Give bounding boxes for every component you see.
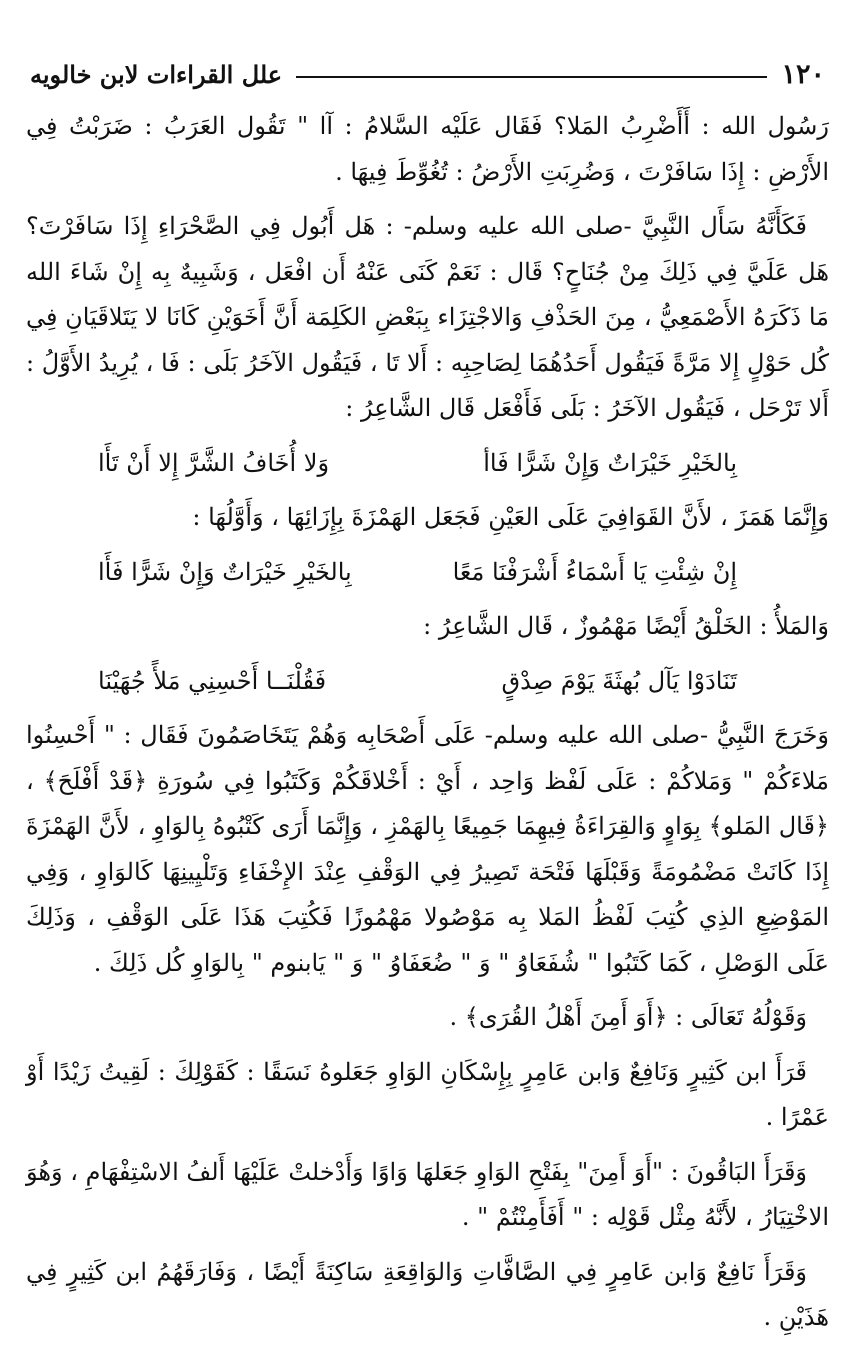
paragraph: وَقَرَأَ البَاقُونَ : "أَوَ أَمِنَ" بِفَتْحِ الوَاوِ جَعَلهَا وَاوًا وَأَدْخلتْ عَلَيْهَا أَلفُ الاسْتِفْهَامِ ، وَهُوَ الاخْتِيَارُ ، لأَنَّهُ مِثْل قَوْلِه : " أَفَأَمِنْتُمْ " . <box>26 1157 829 1231</box>
paragraph: رَسُول الله : أَأَضْرِبُ المَلا؟ فَقَال عَلَيْه السَّلامُ : آا " تَقُول العَرَبُ : ضَرَبْتُ فِي الأَرْضِ : إِذَا سَافَرْتَ ، وَضُرِبَتِ الأَرْضُ : تُغُوِّطَ فِيهَا . <box>26 112 829 186</box>
verse-second-hemistich: فَقُلْنَــا أَحْسِنِي مَلأً جُهَيْنَا <box>98 666 327 695</box>
paragraph: قَرَأَ ابن كَثِيرٍ وَنَافِعٌ وَابن عَامِرٍ بِإِسْكَانِ الوَاوِ جَعَلوهُ نَسَقًا : كَقَوْلِكَ : لَقِيتُ زَيْدًا أَوْ عَمْرًا . <box>26 1057 829 1131</box>
header-rule <box>296 76 767 78</box>
paragraph: وَقَرَأَ نَافِعٌ وَابن عَامِرٍ فِي الصَّافَّاتِ وَالوَاقِعَةِ سَاكِنَةً أَيْضًا ، وَفَارَقَهُمُ ابن كَثِيرٍ فِي هَذَيْنِ . <box>26 1257 829 1331</box>
page-number: ١٢٠ <box>781 58 825 90</box>
paragraph: وَخَرَجَ النَّبِيُّ -صلى الله عليه وسلم- عَلَى أَصْحَابِه وَهُمْ يَتَخَاصَمُونَ فَقَال : " أَحْسِنُوا مَلاءَكُمْ " وَمَلاكُمْ : عَلَى لَفْظ وَاحِد ، أَيْ : أَخْلاقَكُمْ وَكَتَبُوا فِي سُورَةِ ﴿قَدْ أَفْلَحَ﴾ ، ﴿قَال المَلو﴾ بِوَاوٍ وَالقِرَاءَةُ فِيهِمَا جَمِيعًا بِالهَمْزِ ، وَإِنَّمَا أَرَى كَتْبُوهُ بِالوَاوِ ، لأَنَّ الهَمْزَةَ إِذَا كَانَتْ مَضْمُومَةً وَقَبْلَهَا فَتْحَة تَصِيرُ فِي الوَقْفِ عِنْدَ الإِخْفَاءِ وَتَلْيِينِهَا كَالوَاوِ ، وَفِي المَوْضِعِ الذِي كُتِبَ لَفْظُ المَلا بِه مَوْصُولا مَهْمُوزًا فَكُتِبَ هَذَا عَلَى الوَقْفِ ، وَذَلِكَ عَلَى الوَصْلِ ، كَمَا كَتَبُوا " شُفَعَاوُ " وَ " ضُعَفَاوُ " وَ " يَابنوم " بِالوَاوِ كُل ذَلِكَ . <box>26 721 829 977</box>
verse-second-hemistich: وَلا أُخَافُ الشَّرَّ إِلا أَنْ تَأَا <box>98 448 330 477</box>
verse-second-hemistich: بِالخَيْرِ خَيْرَاتٌ وَإِنْ شَرًّا فَأَا <box>98 557 352 586</box>
verse-line <box>26 659 829 705</box>
paragraph: وَإِنَّمَا هَمَزَ ، لأَنَّ القَوَافِيَ عَلَى العَيْنِ فَجَعَل الهَمْزَةَ بِإِزَائِهَا ، وَأَوَّلُهَا : <box>192 503 829 531</box>
page-header <box>30 52 825 96</box>
verse-first-hemistich: بِالخَيْرِ خَيْرَاتٌ وَإِنْ شَرًّا فَاأ <box>483 448 737 477</box>
paragraph: وَقَوْلُهُ تَعَالَى : ﴿أَوَ أَمِنَ أَهْلُ القُرَى﴾ . <box>449 1003 807 1031</box>
paragraph: فَكَأَنَّهُ سَأَل النَّبِيَّ -صلى الله عليه وسلم- : هَل أَبُول فِي الصَّحْرَاءِ إِذَا سَافَرْتَ؟ هَل عَلَيَّ فِي ذَلِكَ مِنْ جُنَاحٍ؟ قَال : نَعَمْ كَنَى عَنْهُ أَن افْعَل ، وَشَبِيهٌ بِه إِنْ شَاءَ الله مَا ذَكَرَهُ الأَصْمَعِيُّ ، مِنَ الحَذْفِ وَالاجْتِزَاء بِبَعْضِ الكَلِمَة أَنَّ أَخَوَيْنِ كَانَا لا يَتَلاقَيَانِ فِي كُل حَوْلٍ إِلا مَرَّةً فَيَقُول أَحَدُهُمَا لِصَاحِبِه : أَلا تَا ، فَيَقُول الآخَرُ بَلَى : فَا ، يُرِيدُ الأَوَّلُ : أَلا تَرْحَل ، فَيَقُول الآخَرُ : بَلَى فَأَفْعَل قَال الشَّاعِرُ : <box>26 212 829 422</box>
verse-first-hemistich: إِنْ شِئْتِ يَا أَسْمَاءُ أَشْرَفْنَا مَعًا <box>452 557 737 586</box>
verse-line <box>26 550 829 596</box>
page-body <box>26 104 829 1350</box>
book-title: علل القراءات لابن خالويه <box>30 59 283 89</box>
verse-first-hemistich: تَنَادَوْا يَآل بُهثَةَ يَوْمَ صِدْقٍ <box>501 666 737 695</box>
paragraph: وَالمَلأُ : الخَلْقُ أَيْضًا مَهْمُوزٌ ، قَال الشَّاعِرُ : <box>423 612 829 640</box>
verse-line <box>26 441 829 487</box>
